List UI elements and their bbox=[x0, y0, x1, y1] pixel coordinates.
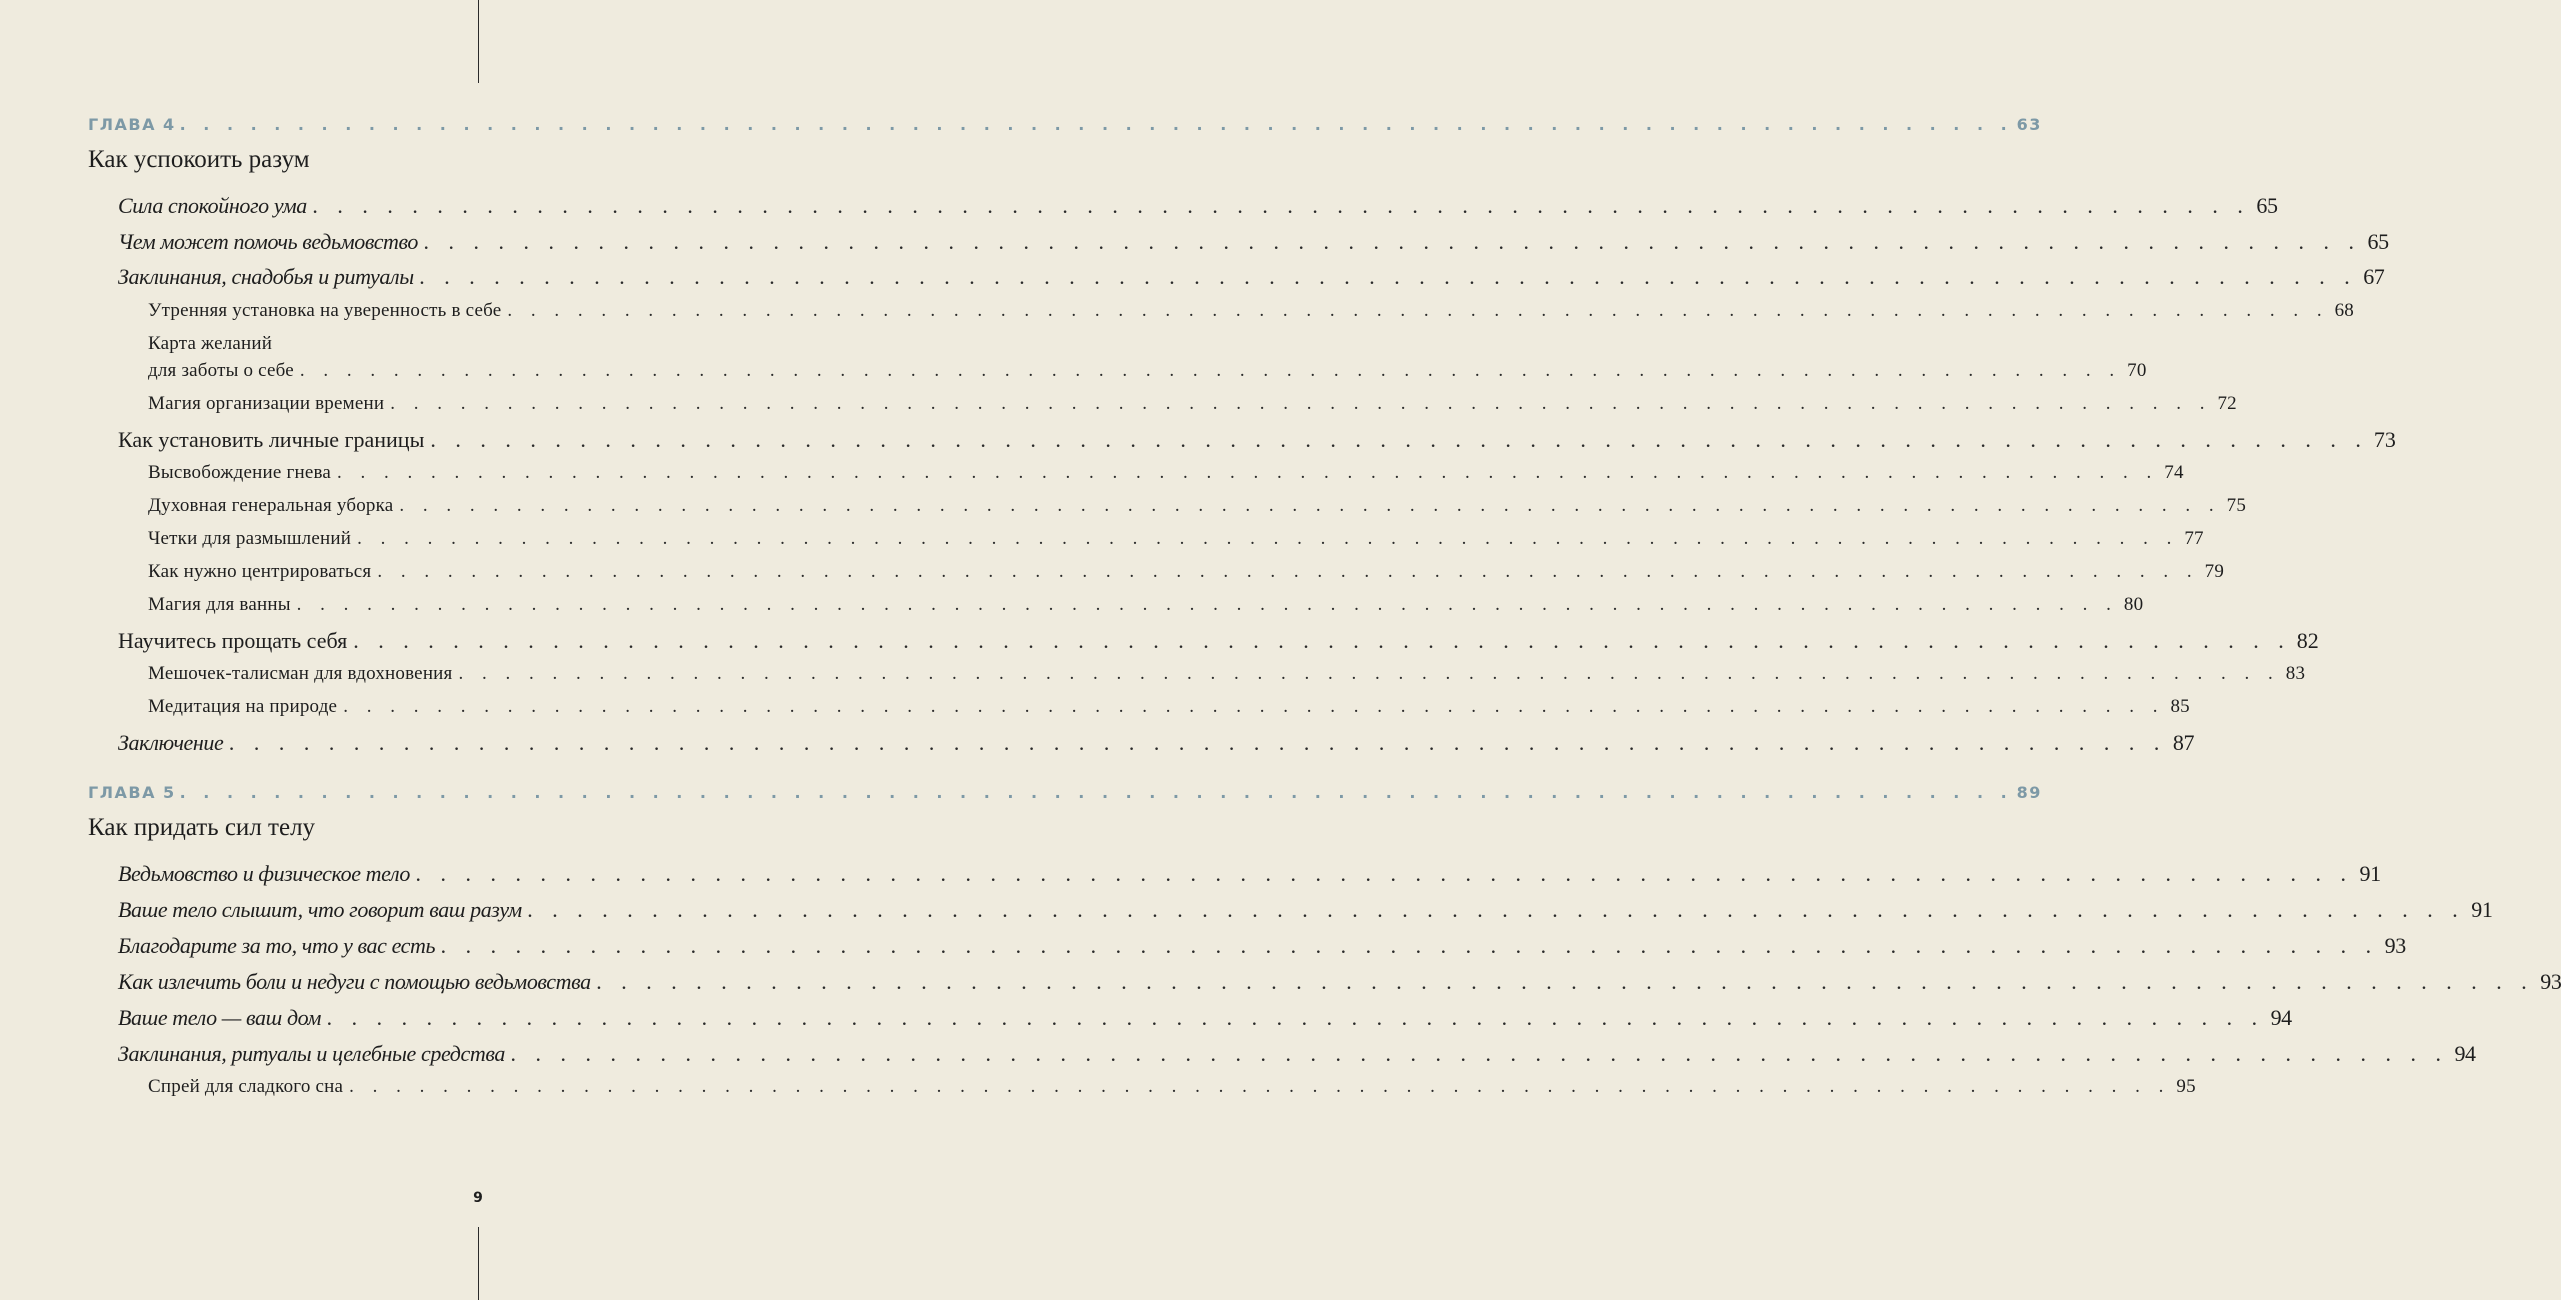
toc-entry-title: Ваше тело — ваш дом bbox=[118, 1005, 322, 1030]
toc-entry-title: Духовная генеральная уборка bbox=[148, 495, 394, 516]
chapter-5-title[interactable]: Как придать сил телу bbox=[88, 814, 316, 841]
toc-entry[interactable] bbox=[118, 897, 2493, 923]
toc-entry-title: Медитация на природе bbox=[148, 696, 338, 717]
dot-leader: . . . . . . . . . . . . . . . . . . . . . . . . . . . . . . . . . . . . . . . . . . . . . . . . . . . . . . . . . . . . . . . . . . . . . . . . . . . . . . bbox=[424, 229, 2362, 254]
toc-subentry[interactable] bbox=[148, 462, 2184, 484]
toc-entry-title: Ваше тело слышит, что говорит ваш разум bbox=[118, 897, 522, 922]
toc-entry-title: Заклинания, снадобья и ритуалы bbox=[118, 264, 414, 289]
toc-entry-page: 93 bbox=[2384, 933, 2406, 958]
toc-entry[interactable] bbox=[118, 1041, 2476, 1067]
chapter-page: 89 bbox=[2016, 783, 2042, 802]
toc-entry-title: Магия для ванны bbox=[148, 594, 291, 615]
toc-entry[interactable] bbox=[118, 264, 2385, 290]
dot-leader: . . . . . . . . . . . . . . . . . . . . . . . . . . . . . . . . . . . . . . . . . . . . . . . . . . . . . . . . . . . . . . . . . . . . . . . . . . . . . . bbox=[458, 663, 2280, 684]
dot-leader: . . . . . . . . . . . . . . . . . . . . . . . . . . . . . . . . . . . . . . . . . . . . . . . . . . . . . . . . . . . . . . . . . . . . . . . . . . . . . . bbox=[419, 264, 2358, 289]
toc-subentry[interactable] bbox=[148, 528, 2204, 550]
crop-mark-bottom bbox=[478, 1227, 479, 1300]
toc-entry-title: Благодарите за то, что у вас есть bbox=[118, 933, 436, 958]
dot-leader: . . . . . . . . . . . . . . . . . . . . . . . . . . . . . . . . . . . . . . . . . . . . . . . . . . . . . . . . . . . . . . . . . . . . . . . . . . . . . . bbox=[430, 427, 2368, 452]
toc-subentry[interactable] bbox=[148, 1076, 2196, 1098]
dot-leader: . . . . . . . . . . . . . . . . . . . . . . . . . . . . . . . . . . . . . . . . . . . . . . . . . . . . . . . . . . . . . . . . . . . . . . . . . . . . . . bbox=[337, 462, 2159, 483]
toc-entry-page: 83 bbox=[2285, 663, 2306, 684]
toc-entry-title: Сила спокойного ума bbox=[118, 193, 307, 218]
toc-entry[interactable] bbox=[118, 861, 2381, 887]
dot-leader: . . . . . . . . . . . . . . . . . . . . . . . . . . . . . . . . . . . . . . . . . . . . . . . . . . . . . . . . . . . . . . . . . . . . . . . . . . . . . . bbox=[343, 696, 2165, 717]
chapter-page: 63 bbox=[2016, 115, 2042, 134]
dot-leader: . . . . . . . . . . . . . . . . . . . . . . . . . . . . . . . . . . . . . . . . . . . . . . . . . . . . . . . . . . . . . . . . . . . . . . . . . . . . . . bbox=[327, 1005, 2265, 1030]
page-number: 9 bbox=[473, 1190, 483, 1206]
toc-subentry[interactable] bbox=[148, 393, 2237, 415]
toc-entry-title: Заключение bbox=[118, 730, 224, 755]
toc-entry-title: для заботы о себе bbox=[148, 360, 294, 381]
dot-leader: . . . . . . . . . . . . . . . . . . . . . . . . . . . . . . . . . . . . . . . . . . . . . . . . . . . . . . . . . . . . . . . . . . . . . . . . . . . . . . bbox=[179, 783, 2013, 802]
toc-entry-page: 79 bbox=[2204, 561, 2225, 582]
dot-leader: . . . . . . . . . . . . . . . . . . . . . . . . . . . . . . . . . . . . . . . . . . . . . . . . . . . . . . . . . . . . . . . . . . . . . . . . . . . . . . bbox=[353, 628, 2291, 653]
dot-leader: . . . . . . . . . . . . . . . . . . . . . . . . . . . . . . . . . . . . . . . . . . . . . . . . . . . . . . . . . . . . . . . . . . . . . . . . . . . . . . bbox=[527, 897, 2466, 922]
toc-entry-page: 75 bbox=[2226, 495, 2247, 516]
dot-leader: . . . . . . . . . . . . . . . . . . . . . . . . . . . . . . . . . . . . . . . . . . . . . . . . . . . . . . . . . . . . . . . . . . . . . . . . . . . . . . bbox=[507, 300, 2329, 321]
toc-entry-title: Заклинания, ритуалы и целебные средства bbox=[118, 1041, 505, 1066]
chapter-label: ГЛАВА 5 bbox=[88, 783, 176, 802]
toc-entry-title: Ведьмовство и физическое тело bbox=[118, 861, 411, 886]
toc-entry-title: Как излечить боли и недуги с помощью ведьмовства bbox=[118, 969, 591, 994]
dot-leader: . . . . . . . . . . . . . . . . . . . . . . . . . . . . . . . . . . . . . . . . . . . . . . . . . . . . . . . . . . . . . . . . . . . . . . . . . . . . . . bbox=[299, 360, 2122, 381]
chapter-4-title[interactable]: Как успокоить разум bbox=[88, 146, 310, 173]
toc-entry-title: Как установить личные границы bbox=[118, 427, 425, 452]
toc-entry[interactable] bbox=[118, 427, 2396, 453]
toc-subentry[interactable] bbox=[148, 300, 2355, 322]
toc-entry-page: 67 bbox=[2363, 264, 2385, 289]
toc-subentry[interactable] bbox=[148, 495, 2247, 517]
dot-leader: . . . . . . . . . . . . . . . . . . . . . . . . . . . . . . . . . . . . . . . . . . . . . . . . . . . . . . . . . . . . . . . . . . . . . . . . . . . . . . bbox=[510, 1041, 2449, 1066]
toc-subentry[interactable] bbox=[148, 696, 2190, 718]
toc-entry-page: 85 bbox=[2170, 696, 2190, 717]
toc-entry[interactable] bbox=[118, 933, 2406, 959]
toc-subentry[interactable] bbox=[148, 360, 2147, 382]
toc-entry-page: 91 bbox=[2359, 861, 2381, 886]
dot-leader: . . . . . . . . . . . . . . . . . . . . . . . . . . . . . . . . . . . . . . . . . . . . . . . . . . . . . . . . . . . . . . . . . . . . . . . . . . . . . . bbox=[377, 561, 2199, 582]
toc-entry[interactable] bbox=[118, 969, 2561, 995]
dot-leader: . . . . . . . . . . . . . . . . . . . . . . . . . . . . . . . . . . . . . . . . . . . . . . . . . . . . . . . . . . . . . . . . . . . . . . . . . . . . . . bbox=[390, 393, 2212, 414]
dot-leader: . . . . . . . . . . . . . . . . . . . . . . . . . . . . . . . . . . . . . . . . . . . . . . . . . . . . . . . . . . . . . . . . . . . . . . . . . . . . . . bbox=[179, 115, 2013, 134]
toc-entry-title: Утренняя установка на уверенность в себе bbox=[148, 300, 502, 321]
toc-entry-title: Чем может помочь ведьмовство bbox=[118, 229, 419, 254]
toc-subentry[interactable] bbox=[148, 594, 2144, 616]
dot-leader: . . . . . . . . . . . . . . . . . . . . . . . . . . . . . . . . . . . . . . . . . . . . . . . . . . . . . . . . . . . . . . . . . . . . . . . . . . . . . . bbox=[441, 933, 2379, 958]
dot-leader: . . . . . . . . . . . . . . . . . . . . . . . . . . . . . . . . . . . . . . . . . . . . . . . . . . . . . . . . . . . . . . . . . . . . . . . . . . . . . . bbox=[399, 495, 2221, 516]
toc-entry-title: Как нужно центрироваться bbox=[148, 561, 372, 582]
dot-leader: . . . . . . . . . . . . . . . . . . . . . . . . . . . . . . . . . . . . . . . . . . . . . . . . . . . . . . . . . . . . . . . . . . . . . . . . . . . . . . bbox=[349, 1076, 2171, 1097]
toc-entry[interactable] bbox=[118, 730, 2195, 756]
chapter-5-heading[interactable] bbox=[88, 783, 2042, 802]
toc-entry-page: 72 bbox=[2217, 393, 2237, 414]
chapter-4-heading[interactable] bbox=[88, 115, 2042, 134]
toc-entry-page: 70 bbox=[2127, 360, 2147, 381]
toc-entry[interactable] bbox=[118, 1005, 2292, 1031]
toc-subentry[interactable] bbox=[148, 663, 2306, 685]
toc-entry-page: 87 bbox=[2172, 730, 2195, 755]
toc-subentry[interactable] bbox=[148, 561, 2225, 583]
toc-subentry-first-line[interactable]: Карта желаний bbox=[148, 333, 273, 354]
toc-entry-page: 94 bbox=[2270, 1005, 2292, 1030]
toc-entry[interactable] bbox=[118, 193, 2278, 219]
dot-leader: . . . . . . . . . . . . . . . . . . . . . . . . . . . . . . . . . . . . . . . . . . . . . . . . . . . . . . . . . . . . . . . . . . . . . . . . . . . . . . bbox=[596, 969, 2535, 994]
toc-entry-page: 73 bbox=[2373, 427, 2396, 452]
toc-entry-title: Высвобождение гнева bbox=[148, 462, 332, 483]
toc-entry-page: 65 bbox=[2256, 193, 2278, 218]
toc-entry[interactable] bbox=[118, 229, 2389, 255]
toc-entry-page: 80 bbox=[2123, 594, 2144, 615]
toc-entry-page: 77 bbox=[2184, 528, 2204, 549]
toc-entry-title: Спрей для сладкого сна bbox=[148, 1076, 344, 1097]
dot-leader: . . . . . . . . . . . . . . . . . . . . . . . . . . . . . . . . . . . . . . . . . . . . . . . . . . . . . . . . . . . . . . . . . . . . . . . . . . . . . . bbox=[357, 528, 2179, 549]
toc-entry[interactable] bbox=[118, 628, 2319, 654]
toc-entry-title: Магия организации времени bbox=[148, 393, 385, 414]
dot-leader: . . . . . . . . . . . . . . . . . . . . . . . . . . . . . . . . . . . . . . . . . . . . . . . . . . . . . . . . . . . . . . . . . . . . . . . . . . . . . . bbox=[296, 594, 2118, 615]
dot-leader: . . . . . . . . . . . . . . . . . . . . . . . . . . . . . . . . . . . . . . . . . . . . . . . . . . . . . . . . . . . . . . . . . . . . . . . . . . . . . . bbox=[416, 861, 2354, 886]
chapter-label: ГЛАВА 4 bbox=[88, 115, 176, 134]
dot-leader: . . . . . . . . . . . . . . . . . . . . . . . . . . . . . . . . . . . . . . . . . . . . . . . . . . . . . . . . . . . . . . . . . . . . . . . . . . . . . . bbox=[229, 730, 2167, 755]
toc-entry-page: 95 bbox=[2176, 1076, 2196, 1097]
toc-entry-page: 74 bbox=[2164, 462, 2184, 483]
crop-mark-top bbox=[478, 0, 479, 83]
toc-entry-page: 68 bbox=[2334, 300, 2355, 321]
toc-entry-page: 65 bbox=[2367, 229, 2389, 254]
dot-leader: . . . . . . . . . . . . . . . . . . . . . . . . . . . . . . . . . . . . . . . . . . . . . . . . . . . . . . . . . . . . . . . . . . . . . . . . . . . . . . bbox=[312, 193, 2251, 218]
toc-entry-page: 91 bbox=[2471, 897, 2493, 922]
toc-entry-title: Четки для размышлений bbox=[148, 528, 352, 549]
toc-entry-title: Научитесь прощать себя bbox=[118, 628, 348, 653]
toc-entry-page: 94 bbox=[2454, 1041, 2476, 1066]
toc-entry-title: Мешочек-талисман для вдохновения bbox=[148, 663, 453, 684]
toc-entry-page: 82 bbox=[2296, 628, 2319, 653]
toc-entry-page: 93 bbox=[2540, 969, 2561, 994]
